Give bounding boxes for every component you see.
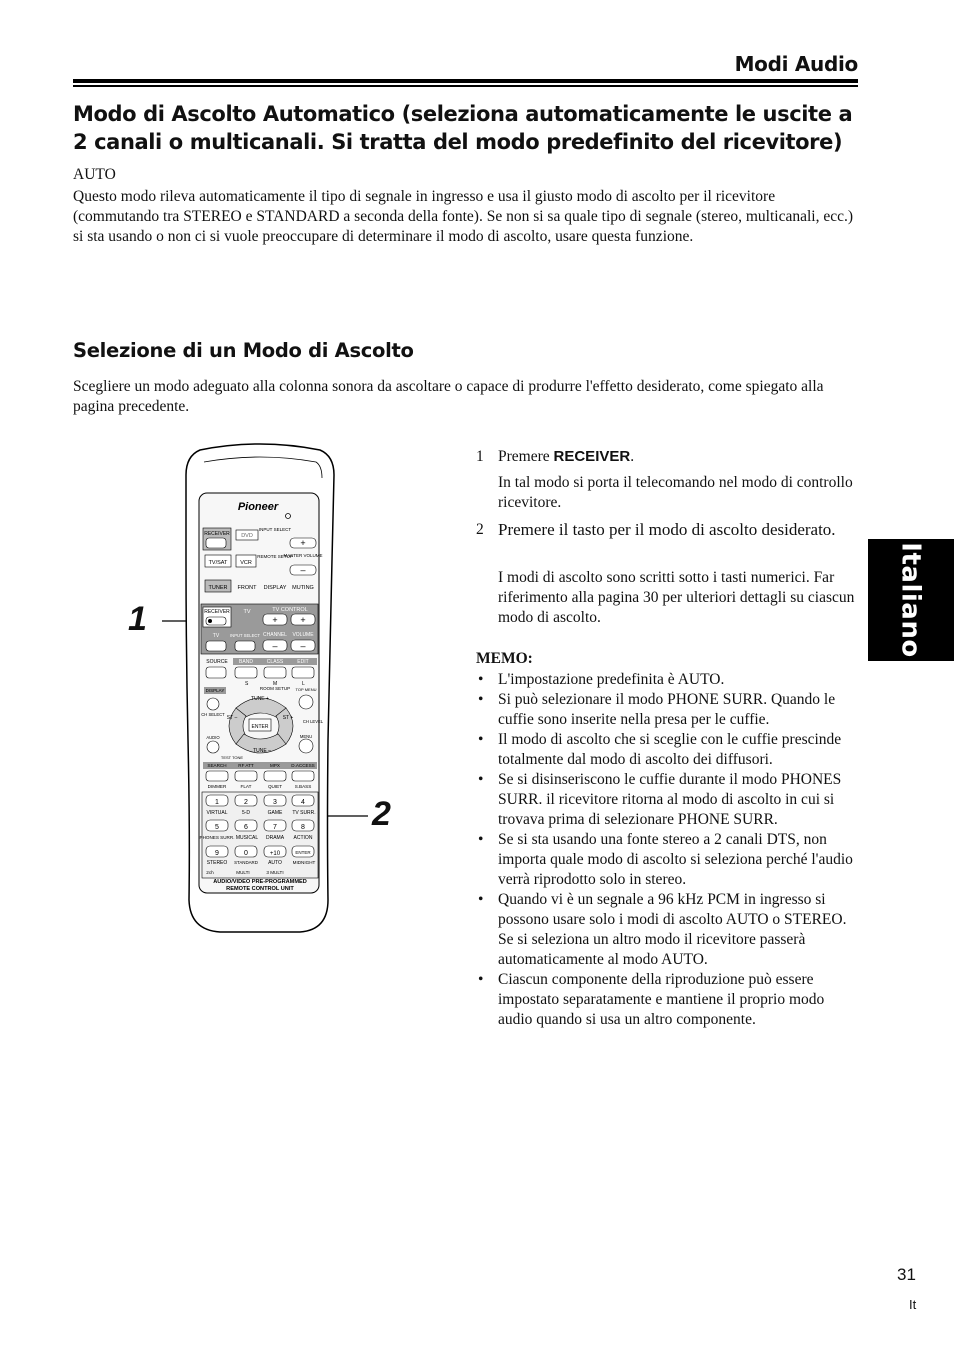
svg-text:–: – bbox=[300, 641, 306, 651]
s-bass-label: S.BASS bbox=[294, 784, 312, 789]
numpad-enter-label: ENTER bbox=[295, 850, 311, 855]
remote-footer-line2: REMOTE CONTROL UNIT bbox=[226, 886, 294, 892]
callout-2: 2 bbox=[372, 795, 391, 833]
rewind-button[interactable] bbox=[206, 771, 228, 781]
step-title-text: Premere il tasto per il modo di ascolto desiderato. bbox=[498, 520, 836, 539]
mode-action-label: ACTION bbox=[293, 835, 313, 841]
remote-setup-label: REMOTE SETUP bbox=[257, 554, 293, 559]
input-select-label: INPUT SELECT bbox=[258, 527, 292, 532]
audio-button[interactable] bbox=[207, 741, 219, 753]
step-number: 1 bbox=[476, 448, 484, 465]
master-volume-label: MASTER VOLUME bbox=[283, 553, 323, 558]
receiver-label: RECEIVER bbox=[204, 531, 230, 537]
step-1-description: In tal modo si porta il telecomando nel modo di controllo ricevitore. bbox=[498, 474, 853, 511]
number-8-label: 8 bbox=[301, 824, 305, 831]
mode-musical-label: MUSICAL bbox=[235, 835, 259, 841]
step-title-suffix: . bbox=[630, 448, 635, 465]
size-label-m: M bbox=[273, 681, 278, 687]
number-4-label: 4 bbox=[301, 799, 305, 806]
plus-10-label: +10 bbox=[269, 851, 281, 857]
memo-item: • L'impostazione predefinita è AUTO. bbox=[476, 670, 861, 690]
receiver-mode-label: RECEIVER bbox=[204, 609, 230, 615]
select-paragraph: Scegliere un modo adeguato alla colonna sonora da ascoltare o capace di produrre l'effetto desiderato, come spiegato alla pagina precedente. bbox=[73, 378, 824, 415]
search-label: SEARCH bbox=[207, 763, 227, 768]
header-rule-thick bbox=[73, 79, 858, 83]
auto-heading: Modo di Ascolto Automatico (seleziona automaticamente le uscite a 2 canali o multicanali. Si tratta del modo predefinito del ricevitore) bbox=[73, 102, 853, 154]
display-button[interactable] bbox=[207, 698, 219, 710]
tv-power-label: TV bbox=[212, 633, 220, 639]
band-label: BAND bbox=[239, 659, 253, 665]
number-5-label: 5 bbox=[215, 824, 219, 831]
language-tab-label: Italiano bbox=[896, 542, 927, 658]
class-button[interactable] bbox=[264, 667, 286, 678]
tv-mode-label: TV bbox=[243, 609, 251, 615]
tune-up-label: TUNE + bbox=[251, 696, 269, 702]
memo-item: • Ciascun componente della riproduzione può essere impostato separatamente e mantiene il proprio modo audio quando si usa un altro componente. bbox=[476, 970, 861, 1030]
tv-control-label: TV CONTROL bbox=[272, 607, 308, 613]
sub-3multi-label: 3 MULTI bbox=[266, 870, 284, 875]
volume-label: VOLUME bbox=[292, 632, 314, 638]
test-tone-label: TEST TONE bbox=[220, 755, 244, 760]
select-heading: Selezione di un Modo di Ascolto bbox=[73, 339, 414, 362]
number-0-label: 0 bbox=[244, 850, 248, 857]
receiver-power-button[interactable] bbox=[206, 538, 226, 548]
room-setup-label: ROOM SETUP bbox=[259, 686, 291, 691]
auto-label: AUTO bbox=[73, 166, 116, 183]
tv-sat-label: TV/SAT bbox=[208, 560, 228, 566]
number-1-label: 1 bbox=[215, 799, 219, 806]
auto-paragraph: Questo modo rileva automaticamente il tipo di segnale in ingresso e usa il giusto modo di ascolto per il ricevitore (commutando tra STEREO e STANDARD a seconda della fonte). Se non si sa quale tipo di segnale (stereo, multicanali, ecc.) si sta usando o non ci si vuole preoccupare di determinare il modo di ascolto, usare questa funzione. bbox=[73, 188, 853, 245]
remote-footer-line1: AUDIO/VIDEO PRE-PROGRAMMED bbox=[213, 879, 307, 885]
dimmer-label: DIMMER bbox=[207, 784, 227, 789]
tv-input-button[interactable] bbox=[235, 641, 255, 651]
mode-game-label: GAME bbox=[267, 810, 283, 816]
memo-item: • Il modo di ascolto che si sceglie con le cuffie prescinde totalmente dal modo di ascolto dei diffusori. bbox=[476, 730, 861, 770]
menu-button[interactable] bbox=[299, 739, 313, 753]
ch-level-label: CH LEVEL bbox=[302, 719, 324, 724]
prev-track-button[interactable] bbox=[264, 771, 286, 781]
mode-stereo-label: STEREO bbox=[206, 860, 228, 866]
vcr-label: VCR bbox=[240, 560, 252, 566]
step-title-text bbox=[498, 446, 838, 467]
edit-button[interactable] bbox=[292, 667, 314, 678]
source-label: SOURCE bbox=[206, 659, 228, 665]
page-language: It bbox=[909, 1297, 917, 1312]
audio-label: AUDIO bbox=[206, 735, 220, 740]
nav-display-label: DISPLAY bbox=[205, 688, 225, 693]
step-number: 2 bbox=[476, 521, 484, 538]
section-title: Modi Audio bbox=[734, 52, 858, 76]
source-button[interactable] bbox=[206, 667, 226, 678]
svg-text:+: + bbox=[300, 538, 306, 548]
memo-item: • Quando vi è un segnale a 96 kHz PCM in ingresso si possono usare solo i modi di ascolto AUTO o STEREO. Se si seleziona un altro modo il ricevitore passerà automaticamente al modo AUTO. bbox=[476, 890, 861, 970]
sub-multi-label: MULTI bbox=[236, 870, 250, 875]
tuner-label: TUNER bbox=[208, 585, 228, 591]
number-9-label: 9 bbox=[215, 850, 219, 857]
sub-2ch-label: 2ch bbox=[206, 870, 214, 875]
display-label: DISPLAY bbox=[263, 585, 287, 591]
svg-text:–: – bbox=[272, 641, 278, 651]
mode-drama-label: DRAMA bbox=[265, 835, 285, 841]
mode-tv-surr-label: TV SURR. bbox=[292, 810, 316, 816]
muting-label: MUTING bbox=[292, 585, 314, 591]
tune-down-label: TUNE – bbox=[253, 748, 271, 754]
tv-power-button[interactable] bbox=[206, 641, 226, 651]
language-tab bbox=[868, 539, 954, 661]
number-2-label: 2 bbox=[244, 799, 248, 806]
tv-input-select-label: INPUT SELECT bbox=[230, 633, 260, 638]
mpx-label: MPX bbox=[270, 763, 280, 768]
brand-logo: Pioneer bbox=[237, 501, 279, 513]
step-title-prefix: Premere bbox=[498, 448, 554, 465]
menu-label: MENU bbox=[299, 734, 313, 739]
enter-label: ENTER bbox=[251, 724, 269, 730]
next-track-button[interactable] bbox=[292, 771, 314, 781]
class-label: CLASS bbox=[266, 659, 284, 665]
rf-att-label: RF ATT bbox=[238, 763, 254, 768]
band-button[interactable] bbox=[235, 667, 257, 678]
mode-auto-label: AUTO bbox=[268, 860, 282, 866]
mode-standard-label: STANDARD bbox=[234, 860, 258, 865]
mode-midnight-label: MIDNIGHT bbox=[292, 860, 316, 865]
flat-label: FLAT bbox=[240, 784, 252, 789]
fast-forward-button[interactable] bbox=[235, 771, 257, 781]
mode-virtual-label: VIRTUAL bbox=[206, 810, 228, 816]
memo-item: • Se si disinseriscono le cuffie durante il modo PHONES SURR. il ricevitore ritorna al modo di ascolto in cui si trovava prima di selezionare PHONE SURR. bbox=[476, 770, 861, 830]
size-label-s: S bbox=[245, 681, 249, 687]
memo-item: • Si può selezionare il modo PHONE SURR. Quando le cuffie sono inserite nella presa per le cuffie. bbox=[476, 690, 861, 730]
callout-1: 1 bbox=[128, 600, 147, 638]
svg-text:+: + bbox=[300, 615, 306, 625]
number-6-label: 6 bbox=[244, 824, 248, 831]
top-menu-label: TOP MENU bbox=[295, 687, 317, 692]
st-minus-label: ST – bbox=[226, 715, 238, 721]
ch-select-label: CH SELECT bbox=[201, 712, 225, 717]
svg-text:–: – bbox=[300, 565, 306, 575]
number-7-label: 7 bbox=[273, 824, 277, 831]
header-rule-thin bbox=[73, 85, 858, 87]
svg-text:+: + bbox=[272, 615, 278, 625]
page-number: 31 bbox=[897, 1265, 916, 1284]
d-access-label: D.ACCESS bbox=[291, 763, 315, 768]
step-2-description: I modi di ascolto sono scritti sotto i tasti numerici. Far riferimento alla pagina 30 per ulteriori dettagli su ciascun modo di ascolto. bbox=[498, 569, 855, 626]
front-label: FRONT bbox=[237, 585, 257, 591]
memo-title: MEMO: bbox=[476, 650, 533, 667]
number-3-label: 3 bbox=[273, 799, 277, 806]
mode-5d-label: 5-D bbox=[241, 810, 251, 816]
receiver-key-name: RECEIVER bbox=[553, 448, 631, 465]
mode-phones-surr-label: PHONES SURR. bbox=[199, 835, 235, 840]
dvd-label: DVD bbox=[241, 533, 253, 539]
st-plus-label: ST + bbox=[282, 715, 294, 721]
memo-item: • Se si sta usando una fonte stereo a 2 canali DTS, non importa quale modo di ascolto si seleziona perché l'audio verrà riprodotto solo in stereo. bbox=[476, 830, 861, 890]
quiet-label: QUIET bbox=[267, 784, 283, 789]
edit-label: EDIT bbox=[297, 659, 309, 665]
top-menu-button[interactable] bbox=[299, 695, 313, 709]
size-label-l: L bbox=[302, 681, 305, 687]
memo-list bbox=[476, 670, 861, 1030]
remote-control-illustration bbox=[155, 440, 395, 940]
channel-label: CHANNEL bbox=[263, 632, 287, 638]
